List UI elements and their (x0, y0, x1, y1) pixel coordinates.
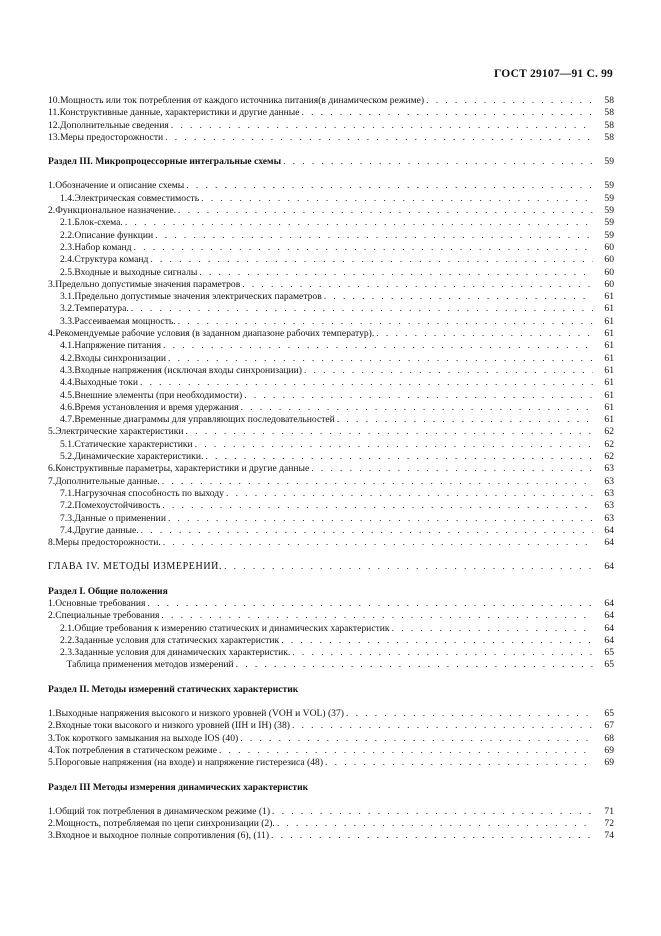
toc-leader-dots (155, 230, 593, 242)
toc-leader-dots (205, 451, 593, 463)
toc-entry (48, 720, 614, 732)
toc-entry-title: Заданные условия для динамических характеристик. (74, 647, 291, 659)
toc-entry-title: ГЛАВА IV. МЕТОДЫ ИЗМЕРЕНИЙ. (48, 561, 223, 573)
toc-leader-dots (199, 267, 593, 279)
toc-entry-number: 4.4. (60, 377, 75, 389)
toc-entry-number: 5.2. (60, 451, 75, 463)
toc-entry-title: Временные диаграммы для управляющих последовательностей (74, 414, 335, 426)
toc-page-number: 65 (604, 659, 614, 671)
toc-entry-number: 4.3. (60, 364, 75, 376)
toc-page-number: 61 (604, 352, 614, 364)
toc-leader-dots (147, 598, 593, 610)
toc-entry-number: 2. (48, 205, 56, 217)
toc-page-number: 62 (604, 426, 614, 438)
toc-entry-title: Описание функции (74, 229, 154, 241)
toc-entry-title: Мощность, потребляемая по цепи синхронизации (2). (55, 818, 275, 830)
toc-page-number: 59 (604, 156, 614, 168)
toc-entry (48, 598, 614, 610)
toc-leader-dots (162, 476, 593, 488)
toc-entry (48, 316, 614, 328)
toc-entry (48, 254, 614, 266)
toc-entry (48, 353, 614, 365)
toc-entry-number: 1.4. (60, 192, 75, 204)
toc-leader-dots (224, 561, 593, 573)
toc-leader-dots (134, 242, 593, 254)
toc-entry-number: 12. (48, 119, 60, 131)
toc-page-number: 63 (604, 500, 614, 512)
toc-entry-number: 5.1. (60, 438, 75, 450)
toc-entry-number: 5. (48, 426, 56, 438)
toc-entry-title: Напряжение питания (74, 340, 161, 352)
toc-entry (48, 328, 614, 340)
toc-page-number: 59 (604, 217, 614, 229)
toc-leader-dots (426, 95, 593, 107)
toc-entry-number: 7.4. (60, 524, 75, 536)
toc-entry-number: 2. (48, 818, 56, 830)
toc-page-number: 68 (604, 732, 614, 744)
toc-entry (48, 303, 614, 315)
toc-entry-title: Выходные токи (74, 377, 138, 389)
toc-entry (48, 708, 614, 720)
toc-leader-dots (244, 390, 593, 402)
toc-page-number: 60 (604, 278, 614, 290)
toc-leader-dots (304, 365, 593, 377)
toc-entry-number: 4.7. (60, 414, 75, 426)
toc-entry (48, 476, 614, 488)
toc-leader-dots (242, 279, 593, 291)
toc-entry-number: 2.1. (60, 217, 75, 229)
toc-entry-number: 13. (48, 131, 60, 143)
toc-entry-title: Блок-схема. (74, 217, 123, 229)
toc-entry (48, 818, 614, 830)
toc-entry (48, 377, 614, 389)
toc-entry-title: Таблица применения методов измерений (66, 659, 234, 671)
toc-spacer (48, 696, 614, 708)
toc-entry (48, 757, 614, 769)
toc-entry-title: Выходные напряжения высокого и низкого уровней (VOH и VOL) (37) (55, 708, 344, 720)
toc-entry-number: 7.2. (60, 500, 75, 512)
toc-page-number: 61 (604, 414, 614, 426)
toc-section-heading (48, 586, 614, 598)
toc-entry-title: Статические характеристики (74, 438, 193, 450)
toc-leader-dots (292, 647, 593, 659)
toc-entry (48, 193, 614, 205)
toc-spacer (48, 144, 614, 156)
toc-entry-number: 10. (48, 95, 60, 106)
toc-entry-number: 7.1. (60, 487, 75, 499)
table-of-contents (48, 95, 614, 843)
toc-entry-number: 2.4. (60, 254, 75, 266)
toc-entry-title: Внешние элементы (при необходимости) (74, 389, 243, 401)
toc-entry (48, 513, 614, 525)
toc-entry (48, 414, 614, 426)
toc-page-number: 64 (604, 537, 614, 549)
toc-entry-number: 7. (48, 475, 56, 487)
toc-entry-number: 2. (48, 720, 56, 732)
toc-page-number: 71 (604, 805, 614, 817)
toc-entry-title: Температура. (74, 303, 129, 315)
toc-leader-dots (186, 180, 593, 192)
toc-entry-title: Предельно допустимые значения параметров (55, 278, 241, 290)
toc-leader-dots (241, 402, 593, 414)
toc-leader-dots (168, 353, 593, 365)
toc-entry (48, 439, 614, 451)
toc-section-heading (48, 782, 614, 794)
toc-leader-dots (277, 818, 593, 830)
toc-page-number: 59 (604, 192, 614, 204)
toc-entry-number: 4.6. (60, 401, 75, 413)
toc-leader-dots (392, 623, 593, 635)
toc-entry-number: 7.3. (60, 512, 75, 524)
toc-leader-dots (219, 745, 593, 757)
toc-leader-dots (163, 340, 593, 352)
toc-entry (48, 205, 614, 217)
toc-entry-title: Заданные условия для статических характеристик (74, 634, 280, 646)
toc-entry (48, 647, 614, 659)
toc-leader-dots (292, 720, 593, 732)
toc-entry-number: 2.2. (60, 634, 75, 646)
toc-leader-dots (240, 733, 593, 745)
toc-page-number: 63 (604, 487, 614, 499)
toc-page-number: 58 (604, 95, 614, 106)
toc-leader-dots (178, 316, 593, 328)
toc-leader-dots (178, 205, 593, 217)
toc-entry-number: 5. (48, 757, 56, 769)
toc-leader-dots (141, 525, 593, 537)
toc-entry (48, 806, 614, 818)
toc-section-title: Раздел II. Методы измерений статических характеристик (48, 683, 299, 695)
toc-page-number: 61 (604, 389, 614, 401)
toc-page-number: 65 (604, 708, 614, 720)
toc-leader-dots (140, 377, 593, 389)
toc-chapter-entry (48, 561, 614, 573)
toc-leader-dots (201, 193, 593, 205)
toc-leader-dots (311, 463, 593, 475)
toc-entry-number: 4.1. (60, 340, 75, 352)
toc-leader-dots (171, 120, 593, 132)
toc-page-number: 67 (604, 720, 614, 732)
toc-entry-title: Дополнительные данные. (55, 475, 160, 487)
toc-entry-number: 11. (48, 107, 60, 119)
toc-entry (48, 217, 614, 229)
toc-section-heading (48, 684, 614, 696)
toc-page-number: 61 (604, 377, 614, 389)
toc-leader-dots (271, 830, 593, 842)
toc-entry (48, 291, 614, 303)
toc-entry (48, 279, 614, 291)
toc-entry-title: Входное и выходное полные сопротивления (6), (11) (55, 830, 270, 842)
toc-entry-title: Нагрузочная способность по выходу (74, 487, 224, 499)
toc-entry (48, 537, 614, 549)
toc-entry-number: 2.1. (60, 622, 75, 634)
toc-entry-number: 4.5. (60, 389, 75, 401)
toc-page-number: 64 (604, 561, 614, 573)
toc-page-number: 58 (604, 119, 614, 131)
toc-section-title: Раздел III Методы измерения динамических характеристик (48, 781, 309, 793)
toc-entry (48, 623, 614, 635)
toc-leader-dots (324, 291, 593, 303)
toc-leader-dots (325, 757, 593, 769)
toc-leader-dots (272, 806, 593, 818)
toc-page-number: 61 (604, 291, 614, 303)
toc-leader-dots (186, 426, 593, 438)
toc-page-number: 69 (604, 744, 614, 756)
toc-entry-title: Входы синхронизации (74, 352, 166, 364)
toc-entry (48, 95, 614, 107)
toc-leader-dots (161, 610, 593, 622)
toc-entry-number: 3. (48, 278, 56, 290)
toc-entry (48, 180, 614, 192)
toc-leader-dots (376, 328, 593, 340)
toc-entry-number: 1. (48, 180, 56, 192)
toc-page-number: 59 (604, 180, 614, 192)
toc-leader-dots (236, 659, 593, 671)
toc-entry (48, 733, 614, 745)
page-header: ГОСТ 29107—91 С. 99 (494, 68, 613, 80)
toc-leader-dots (168, 513, 593, 525)
toc-entry-number: 2.3. (60, 647, 75, 659)
toc-page-number: 62 (604, 438, 614, 450)
toc-entry-title: Общий ток потребления в динамическом режиме (1) (55, 805, 271, 817)
toc-page-number: 72 (604, 818, 614, 830)
toc-leader-dots (150, 254, 593, 266)
toc-entry-title: Рекомендуемые рабочие условия (в заданном диапазоне рабочих температур). (55, 328, 375, 340)
toc-page-number: 60 (604, 266, 614, 278)
toc-entry-title: Дополнительные сведения (60, 119, 169, 131)
toc-entry-title: Меры предосторожности (60, 131, 164, 143)
toc-entry-number: 3. (48, 830, 56, 842)
toc-page-number: 58 (604, 131, 614, 143)
toc-entry-title: Входные токи высокого и низкого уровней (IIH и IH) (38) (55, 720, 290, 732)
toc-leader-dots (283, 156, 593, 168)
toc-entry-number: 3.3. (60, 315, 75, 327)
toc-spacer (48, 794, 614, 806)
toc-entry-title: Ток короткого замыкания на выходе IOS (40) (55, 732, 239, 744)
toc-page-number: 63 (604, 463, 614, 475)
toc-page-number: 59 (604, 205, 614, 217)
toc-entry-title: Ток потребления в статическом режиме (55, 744, 217, 756)
toc-entry-title: Обозначение и описание схемы (55, 180, 185, 192)
toc-entry-title: Входные напряжения (исключая входы синхронизации) (74, 364, 302, 376)
toc-entry (48, 267, 614, 279)
toc-page-number: 64 (604, 524, 614, 536)
toc-page-number: 69 (604, 757, 614, 769)
toc-entry (48, 500, 614, 512)
toc-entry-number: 3. (48, 732, 56, 744)
toc-page-number: 58 (604, 107, 614, 119)
toc-page-number: 64 (604, 597, 614, 609)
toc-section-entry (48, 156, 614, 168)
toc-entry (48, 610, 614, 622)
toc-entry-title: Динамические характеристики. (74, 451, 204, 463)
toc-entry-title: Пороговые напряжения (на входе) и напряжение гистерезиса (48) (55, 757, 324, 769)
toc-spacer (48, 549, 614, 561)
toc-entry-number: 1. (48, 597, 56, 609)
toc-entry-title: Основные требования (55, 597, 146, 609)
toc-entry-number: 3.2. (60, 303, 75, 315)
toc-entry (48, 340, 614, 352)
toc-entry-title: Конструктивные данные, характеристики и другие данные (59, 107, 300, 119)
toc-entry-title: Набор команд (74, 241, 132, 253)
toc-page-number: 59 (604, 229, 614, 241)
toc-leader-dots (125, 217, 593, 229)
toc-entry (48, 659, 614, 671)
toc-entry-number: 1. (48, 805, 56, 817)
toc-page-number: 62 (604, 451, 614, 463)
toc-entry (48, 451, 614, 463)
toc-leader-dots (165, 132, 593, 144)
toc-leader-dots (346, 708, 593, 720)
toc-entry (48, 402, 614, 414)
toc-entry (48, 107, 614, 119)
toc-entry-title: Общие требования к измерению статических и динамических характеристик (74, 622, 390, 634)
toc-entry (48, 242, 614, 254)
toc-leader-dots (195, 439, 593, 451)
toc-page-number: 64 (604, 610, 614, 622)
toc-page-number: 61 (604, 340, 614, 352)
toc-leader-dots (162, 500, 593, 512)
toc-entry (48, 230, 614, 242)
toc-page-number: 74 (604, 830, 614, 842)
toc-entry (48, 525, 614, 537)
toc-page-number: 63 (604, 475, 614, 487)
toc-entry-title: Функциональное назначение. (55, 205, 176, 217)
toc-page-number: 64 (604, 634, 614, 646)
toc-leader-dots (163, 537, 593, 549)
toc-spacer (48, 574, 614, 586)
toc-section-title: Раздел I. Общие положения (48, 585, 168, 597)
toc-entry-title: Меры предосторожности. (55, 537, 161, 549)
toc-entry (48, 635, 614, 647)
toc-entry-title: Данные о применении (74, 512, 166, 524)
toc-entry (48, 426, 614, 438)
toc-entry-title: Электрические характеристики (55, 426, 184, 438)
toc-leader-dots (281, 635, 593, 647)
toc-entry (48, 488, 614, 500)
toc-entry-number: 1. (48, 708, 56, 720)
toc-page-number: 61 (604, 364, 614, 376)
toc-entry-number: 4. (48, 328, 56, 340)
toc-entry-number: 2.2. (60, 229, 75, 241)
toc-page-number: 63 (604, 512, 614, 524)
toc-page-number: 61 (604, 303, 614, 315)
toc-entry-title: Помехоустойчивость (74, 500, 161, 512)
toc-entry-title: Входные и выходные сигналы (74, 266, 198, 278)
toc-entry (48, 830, 614, 842)
toc-entry-title: Структура команд (74, 254, 149, 266)
toc-spacer (48, 672, 614, 684)
toc-entry-title: Электрическая совместимость (74, 192, 200, 204)
toc-page-number: 60 (604, 254, 614, 266)
toc-entry (48, 463, 614, 475)
toc-entry-title: Раздел III. Микропроцессорные интегральные схемы (48, 156, 282, 168)
toc-page-number: 65 (604, 647, 614, 659)
toc-leader-dots (131, 303, 593, 315)
toc-entry-number: 4. (48, 744, 56, 756)
toc-page-number: 61 (604, 401, 614, 413)
toc-leader-dots (226, 488, 593, 500)
toc-leader-dots (337, 414, 593, 426)
toc-entry-title: Время установления и время удержания (74, 401, 239, 413)
toc-entry (48, 120, 614, 132)
toc-entry-number: 2.3. (60, 241, 75, 253)
toc-page-number: 64 (604, 622, 614, 634)
toc-entry-title: Конструктивные параметры, характеристики и другие данные (55, 463, 310, 475)
toc-entry-number: 6. (48, 463, 56, 475)
toc-leader-dots (301, 107, 593, 119)
toc-entry-number: 4.2. (60, 352, 75, 364)
toc-entry (48, 390, 614, 402)
toc-entry-title: Другие данные. (74, 524, 139, 536)
toc-entry-number: 2.5. (60, 266, 75, 278)
toc-entry-title: Специальные требования (55, 610, 160, 622)
toc-spacer (48, 168, 614, 180)
toc-entry-title: Рассеиваемая мощность. (74, 315, 176, 327)
toc-page-number: 60 (604, 241, 614, 253)
toc-entry-number: 8. (48, 537, 56, 549)
toc-entry-title: Мощность или ток потребления от каждого источника питания(в динамическом режиме) (60, 95, 425, 106)
toc-page-number: 61 (604, 315, 614, 327)
toc-spacer (48, 770, 614, 782)
toc-entry (48, 132, 614, 144)
toc-entry-number: 2. (48, 610, 56, 622)
toc-entry-number: 3.1. (60, 291, 75, 303)
toc-page-number: 61 (604, 328, 614, 340)
toc-entry (48, 365, 614, 377)
toc-entry-title: Предельно допустимые значения электрических параметров (74, 291, 322, 303)
toc-entry (48, 745, 614, 757)
